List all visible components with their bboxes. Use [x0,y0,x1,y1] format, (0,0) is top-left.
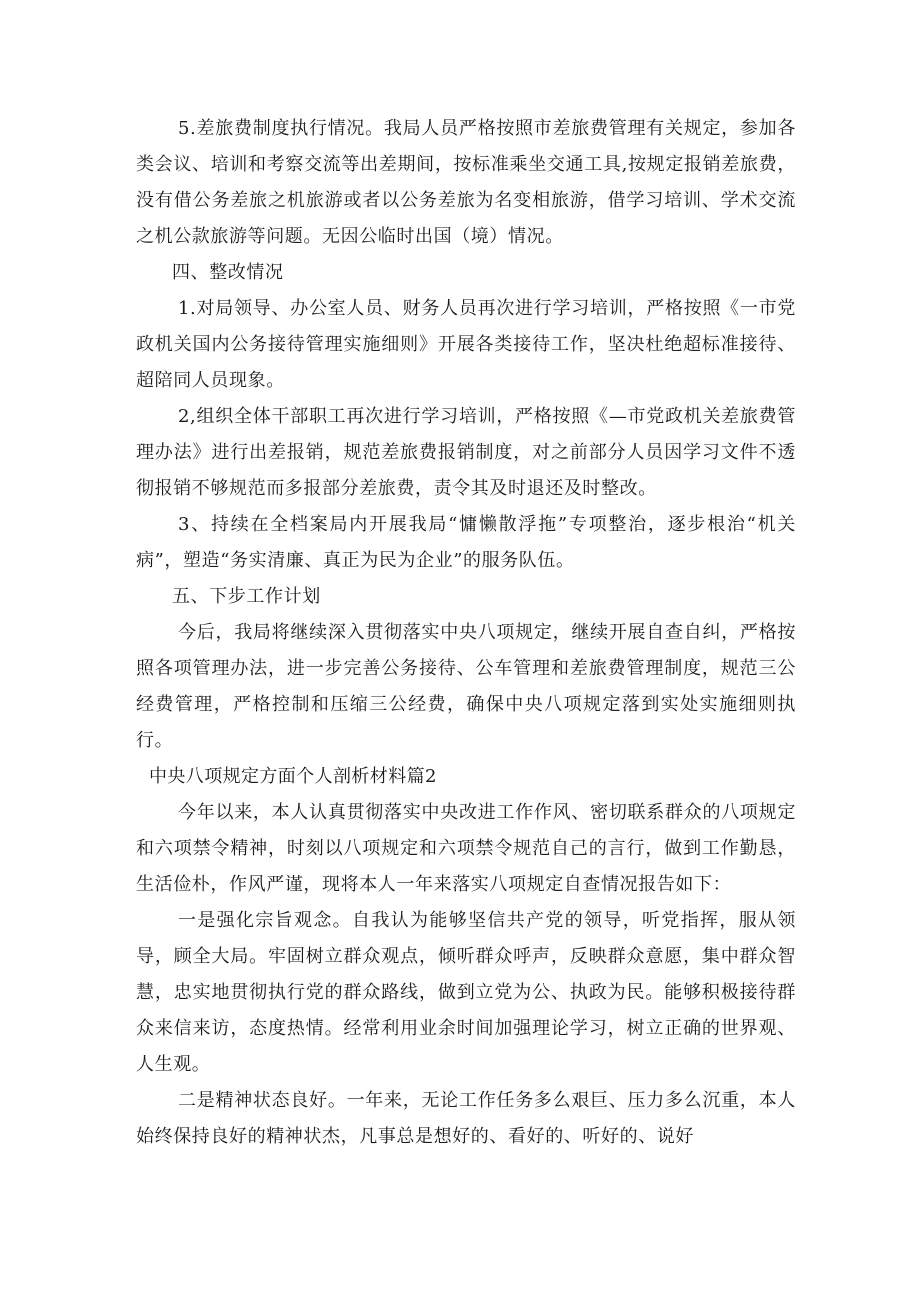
document-body [136,111,796,1155]
heading-next-plan: 五、下步工作计划 [172,586,321,607]
paragraph-travel-expense: 5.差旅费制度执行情况。我局人员严格按照市差旅费管理有关规定，参加各类会议、培训和考察交流等出差期间，按标准乘坐交通工具,按规定报销差旅费，没有借公务差旅之机旅游或者以公务差旅为名变相旅游，借学习培训、学术交流之机公款旅游等问题。无因公临时出国（境）情况。 [136,118,796,247]
paragraph-spirit: 二是精神状态良好。一年来，无论工作任务多么艰巨、压力多么沉重，本人始终保持良好的精神状杰，凡事总是想好的、看好的、听好的、说好 [136,1090,796,1147]
paragraph-purpose: 一是强化宗旨观念。自我认为能够坚信共产党的领导，听党指挥，服从领导，顾全大局。牢固树立群众观点，倾听群众呼声，反映群众意愿，集中群众智慧，忠实地贯彻执行党的群众路线，做到立党为公、执政为民。能够积极接待群众来信来访，态度热情。经常利用业余时间加强理论学习，树立正确的世界观、人生观。 [136,910,796,1075]
paragraph-next-plan: 今后，我局将继续深入贯彻落实中央八项规定，继续开展自查自纠，严格按照各项管理办法，进一步完善公务接待、公车管理和差旅费管理制度，规范三公经费管理，严格控制和压缩三公经费，确保中央八项规定落到实处实施细则执行。 [136,622,796,751]
heading-rectification: 四、整改情况 [172,262,284,283]
paragraph-intro: 今年以来，本人认真贯彻落实中央改进工作作风、密切联系群众的八项规定和六项禁令精神，时刻以八项规定和六项禁令规范自己的言行，做到工作勤恳，生活俭朴，作风严谨，现将本人一年来落实八项规定自查情况报告如下： [136,802,796,895]
paragraph-rectification-3: 3、持续在全档案局内开展我局“慵懒散浮拖”专项整治，逐步根治“机关病”，塑造“务实清廉、真正为民为企业”的服务队伍。 [136,514,796,571]
paragraph-rectification-1: 1.对局领导、办公室人员、财务人员再次进行学习培训，严格按照《一市党政机关国内公务接待管理实施细则》开展各类接待工作，坚决杜绝超标准接待、超陪同人员现象。 [136,298,796,391]
section-title-part-2: 中央八项规定方面个人剖析材料篇2 [149,766,437,787]
paragraph-rectification-2: 2,组织全体干部职工再次进行学习培训，严格按照《—市党政机关差旅费管理办法》进行出差报销，规范差旅费报销制度，对之前部分人员因学习文件不透彻报销不够规范而多报部分差旅费，责令其及时退还及时整改。 [136,406,796,499]
